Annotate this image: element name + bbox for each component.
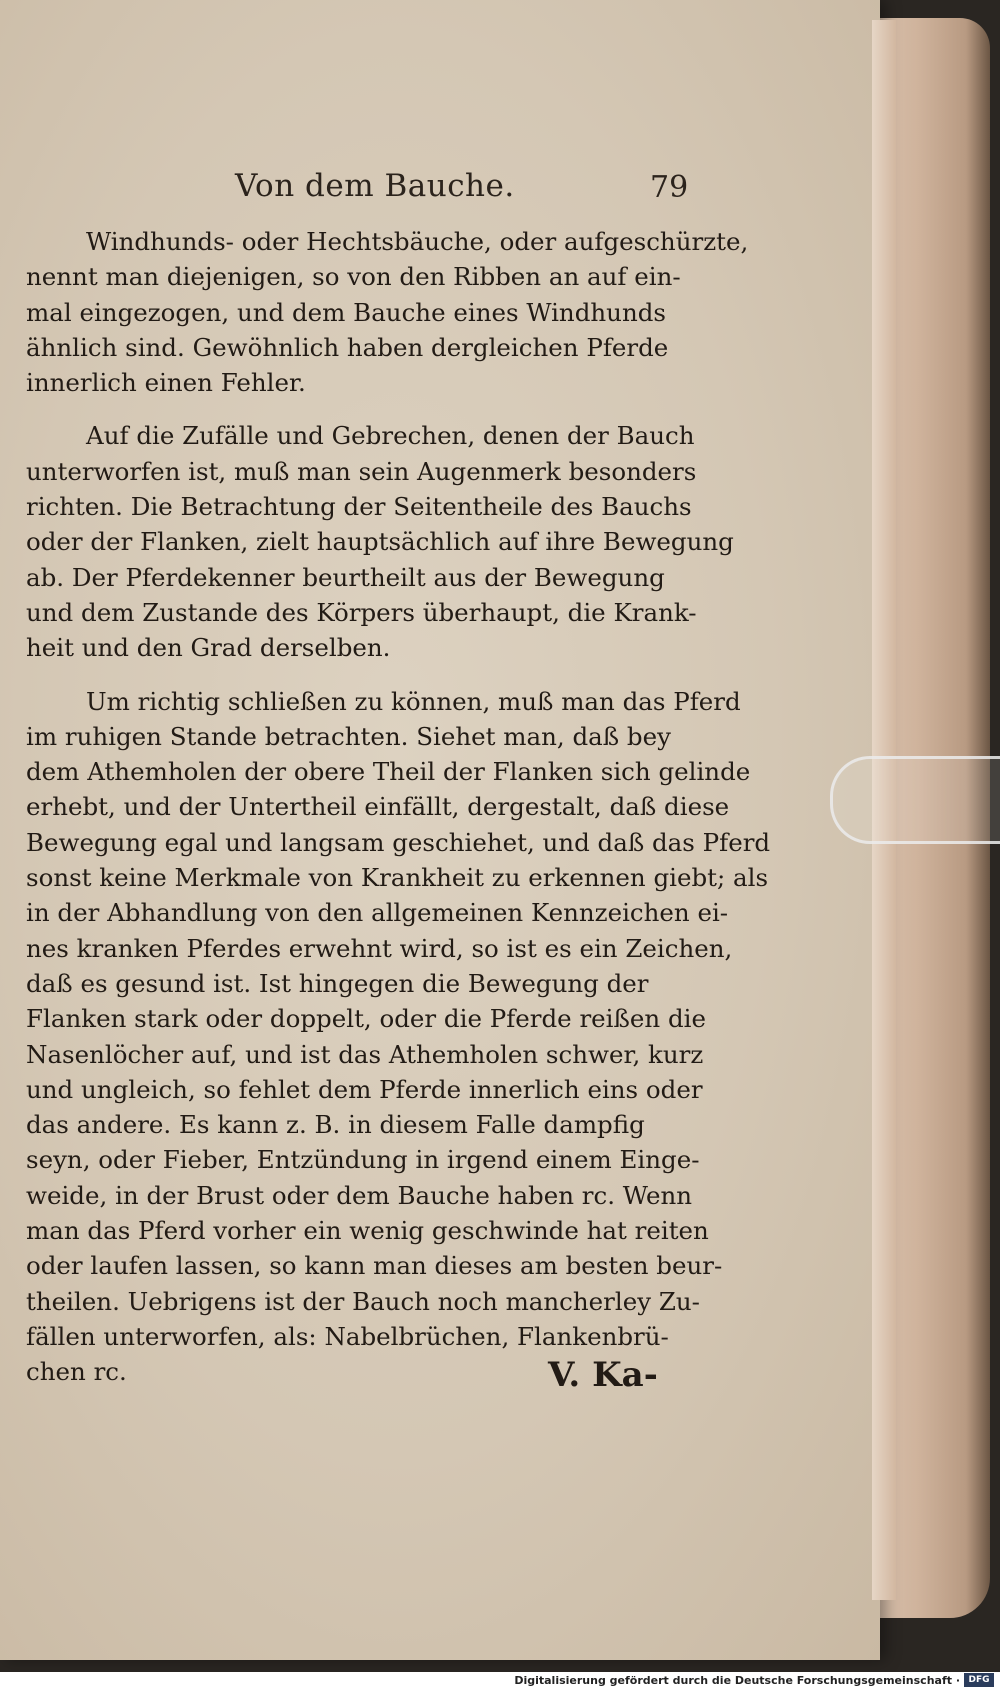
- text-line: chen rc.: [26, 1357, 127, 1387]
- text-line: im ruhigen Stande betrachten. Siehet man, daß bey: [26, 721, 671, 751]
- text-line: innerlich einen Fehler.: [26, 368, 306, 398]
- dfg-logo-icon: DFG: [964, 1673, 994, 1687]
- text-line: in der Abhandlung von den allgemeinen Kennzeichen ei-: [26, 898, 729, 928]
- text-line: seyn, oder Fieber, Entzündung in irgend einem Einge-: [26, 1145, 700, 1175]
- text-line: Auf die Zufälle und Gebrechen, denen der Bauch: [86, 421, 695, 451]
- body-text: [26, 224, 771, 1408]
- running-head: Von dem Bauche.: [235, 168, 515, 204]
- page-header: [60, 168, 700, 212]
- text-line: Windhunds- oder Hechtsbäuche, oder aufgeschürzte,: [86, 227, 749, 256]
- page-clip: [830, 756, 1000, 844]
- text-line: daß es gesund ist. Ist hingegen die Bewegung der: [26, 968, 649, 998]
- text-line: richten. Die Betrachtung der Seitentheile des Bauchs: [26, 492, 692, 522]
- text-line: theilen. Uebrigens ist der Bauch noch mancherley Zu-: [26, 1286, 700, 1316]
- text-line: ab. Der Pferdekenner beurtheilt aus der Bewegung: [26, 562, 665, 592]
- paragraph-1: [26, 224, 749, 400]
- text-line: Bewegung egal und langsam geschiehet, und daß das Pferd: [26, 827, 771, 857]
- text-line: und dem Zustande des Körpers überhaupt, die Krank-: [26, 597, 697, 627]
- text-line: das andere. Es kann z. B. in diesem Falle dampfig: [26, 1110, 645, 1140]
- paragraph-2: [26, 418, 734, 665]
- text-line: nes kranken Pferdes erwehnt wird, so ist es ein Zeichen,: [26, 933, 733, 963]
- text-line: weide, in der Brust oder dem Bauche haben rc. Wenn: [26, 1180, 693, 1210]
- text-line: unterworfen ist, muß man sein Augenmerk besonders: [26, 456, 697, 486]
- text-line: Flanken stark oder doppelt, oder die Pferde reißen die: [26, 1004, 706, 1034]
- text-line: erhebt, und der Untertheil einfällt, dergestalt, daß diese: [26, 792, 730, 822]
- text-line: dem Athemholen der obere Theil der Flanken sich gelinde: [26, 757, 751, 787]
- text-line: sonst keine Merkmale von Krankheit zu erkennen giebt; als: [26, 863, 769, 893]
- text-line: mal eingezogen, und dem Bauche eines Windhunds: [26, 297, 666, 327]
- text-line: oder der Flanken, zielt hauptsächlich auf ihre Bewegung: [26, 527, 734, 557]
- text-line: Nasenlöcher auf, und ist das Athemholen schwer, kurz: [26, 1039, 704, 1069]
- text-line: man das Pferd vorher ein wenig geschwinde hat reiten: [26, 1216, 709, 1246]
- catchword: V. Ka-: [548, 1355, 658, 1395]
- text-line: fällen unterworfen, als: Nabelbrüchen, Flankenbrü-: [26, 1321, 669, 1351]
- text-line: oder laufen lassen, so kann man dieses am besten beur-: [26, 1251, 723, 1281]
- text-line: heit und den Grad derselben.: [26, 633, 391, 663]
- digitization-credit: Digitalisierung gefördert durch die Deutsche Forschungsgemeinschaft ·: [514, 1674, 960, 1687]
- text-line: ähnlich sind. Gewöhnlich haben dergleichen Pferde: [26, 332, 669, 362]
- text-line: nennt man diejenigen, so von den Ribben an auf ein-: [26, 262, 681, 292]
- paragraph-3: [26, 684, 771, 1390]
- page-number: 79: [650, 170, 689, 205]
- text-line: und ungleich, so fehlet dem Pferde innerlich eins oder: [26, 1074, 703, 1104]
- text-line: Um richtig schließen zu können, muß man das Pferd: [86, 686, 741, 716]
